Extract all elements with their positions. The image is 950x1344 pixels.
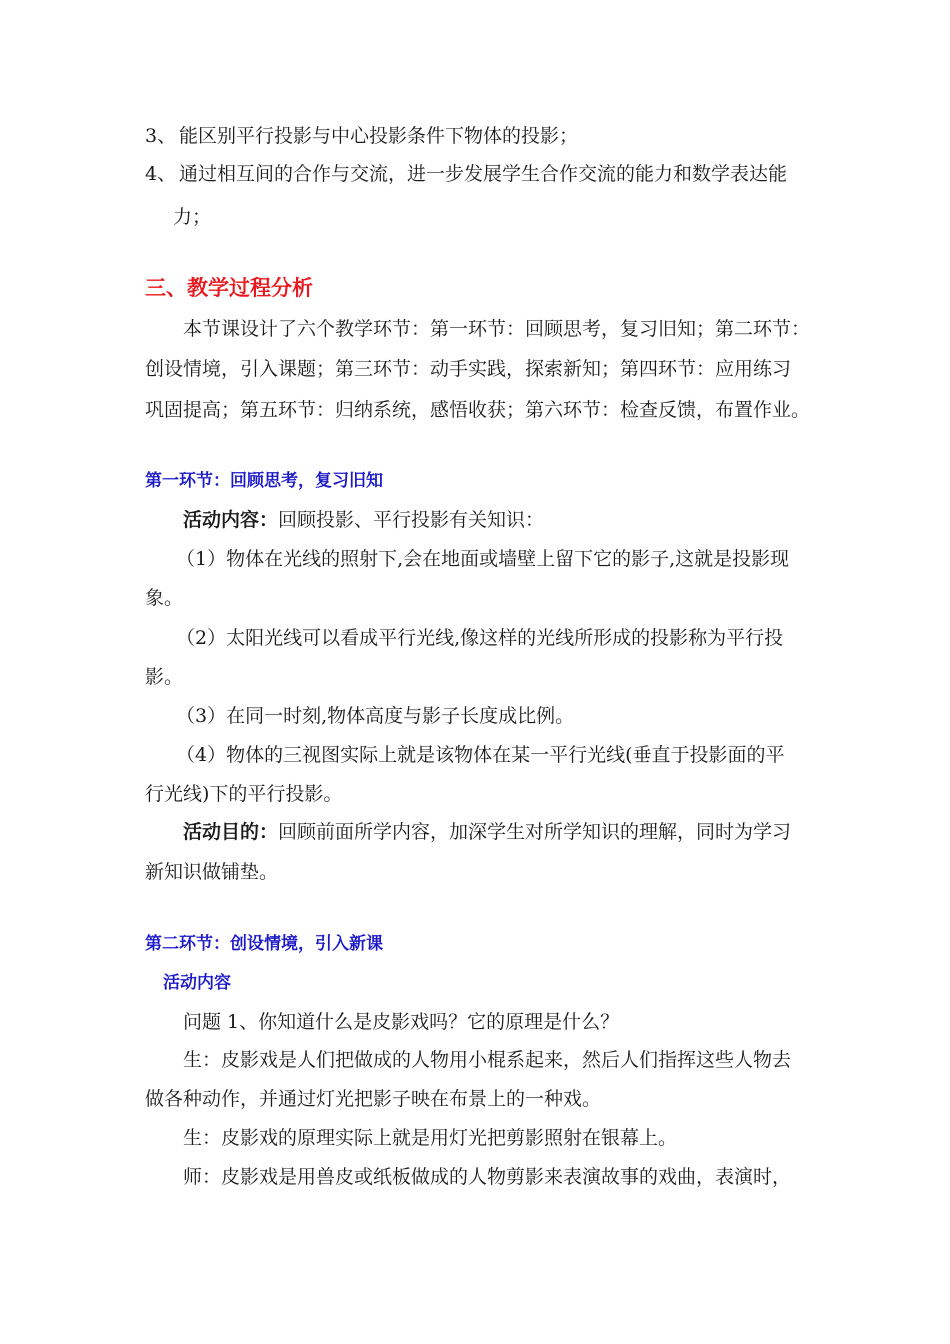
- list-number: 3、: [145, 125, 177, 147]
- teacher-remark-1: 师：皮影戏是用兽皮或纸板做成的人物剪影来表演故事的戏曲，表演时，: [183, 1166, 792, 1188]
- student-answer-1: 生：皮影戏是人们把做成的人物用小棍系起来，然后人们指挥这些人物去: [183, 1049, 792, 1071]
- point-2: （2）太阳光线可以看成平行光线,像这样的光线所形成的投影称为平行投: [176, 627, 784, 649]
- content-label: 活动内容：: [183, 509, 279, 531]
- purpose-label: 活动目的：: [183, 821, 279, 843]
- point-4-cont: 行光线)下的平行投影。: [145, 783, 343, 805]
- purpose-cont: 新知识做铺垫。: [145, 861, 279, 883]
- point-2-cont: 影。: [145, 666, 184, 688]
- list-number: 4、: [145, 163, 177, 185]
- point-3: （3）在同一时刻,物体高度与影子长度成比例。: [176, 705, 575, 727]
- intro-line-3: 巩固提高；第五环节：归纳系统，感悟收获；第六环节：检查反馈，布置作业。: [145, 399, 811, 421]
- section-heading: 三、教学过程分析: [145, 276, 313, 300]
- student-answer-1-cont: 做各种动作，并通过灯光把影子映在布景上的一种戏。: [145, 1088, 602, 1110]
- question-1: 问题 1、你知道什么是皮影戏吗？它的原理是什么？: [183, 1011, 620, 1033]
- stage2-subheading: 活动内容: [163, 973, 231, 993]
- intro-line-2: 创设情境，引入课题；第三环节：动手实践，探索新知；第四环节：应用练习: [145, 358, 792, 380]
- list-text: 能区别平行投影与中心投影条件下物体的投影；: [179, 125, 579, 147]
- intro-line-1: 本节课设计了六个教学环节：第一环节：回顾思考，复习旧知；第二环节：: [183, 318, 811, 340]
- stage1-heading: 第一环节：回顾思考，复习旧知: [145, 471, 383, 491]
- purpose-text: 回顾前面所学内容，加深学生对所学知识的理解，同时为学习: [278, 821, 792, 843]
- goal-item-4: [145, 162, 787, 186]
- point-1: （1）物体在光线的照射下,会在地面或墙壁上留下它的影子,这就是投影现: [176, 548, 790, 570]
- stage1-purpose: [183, 820, 791, 844]
- stage1-content: [183, 508, 544, 532]
- point-1-cont: 象。: [145, 587, 184, 609]
- goal-item-3: [145, 124, 578, 148]
- goal-item-4-cont: 力；: [173, 206, 212, 228]
- point-4: （4）物体的三视图实际上就是该物体在某一平行光线(垂直于投影面的平: [176, 744, 785, 766]
- list-text: 通过相互间的合作与交流，进一步发展学生合作交流的能力和数学表达能: [179, 163, 788, 185]
- content-text: 回顾投影、平行投影有关知识：: [278, 509, 545, 531]
- student-answer-2: 生：皮影戏的原理实际上就是用灯光把剪影照射在银幕上。: [183, 1127, 678, 1149]
- stage2-heading: 第二环节：创设情境，引入新课: [145, 934, 383, 954]
